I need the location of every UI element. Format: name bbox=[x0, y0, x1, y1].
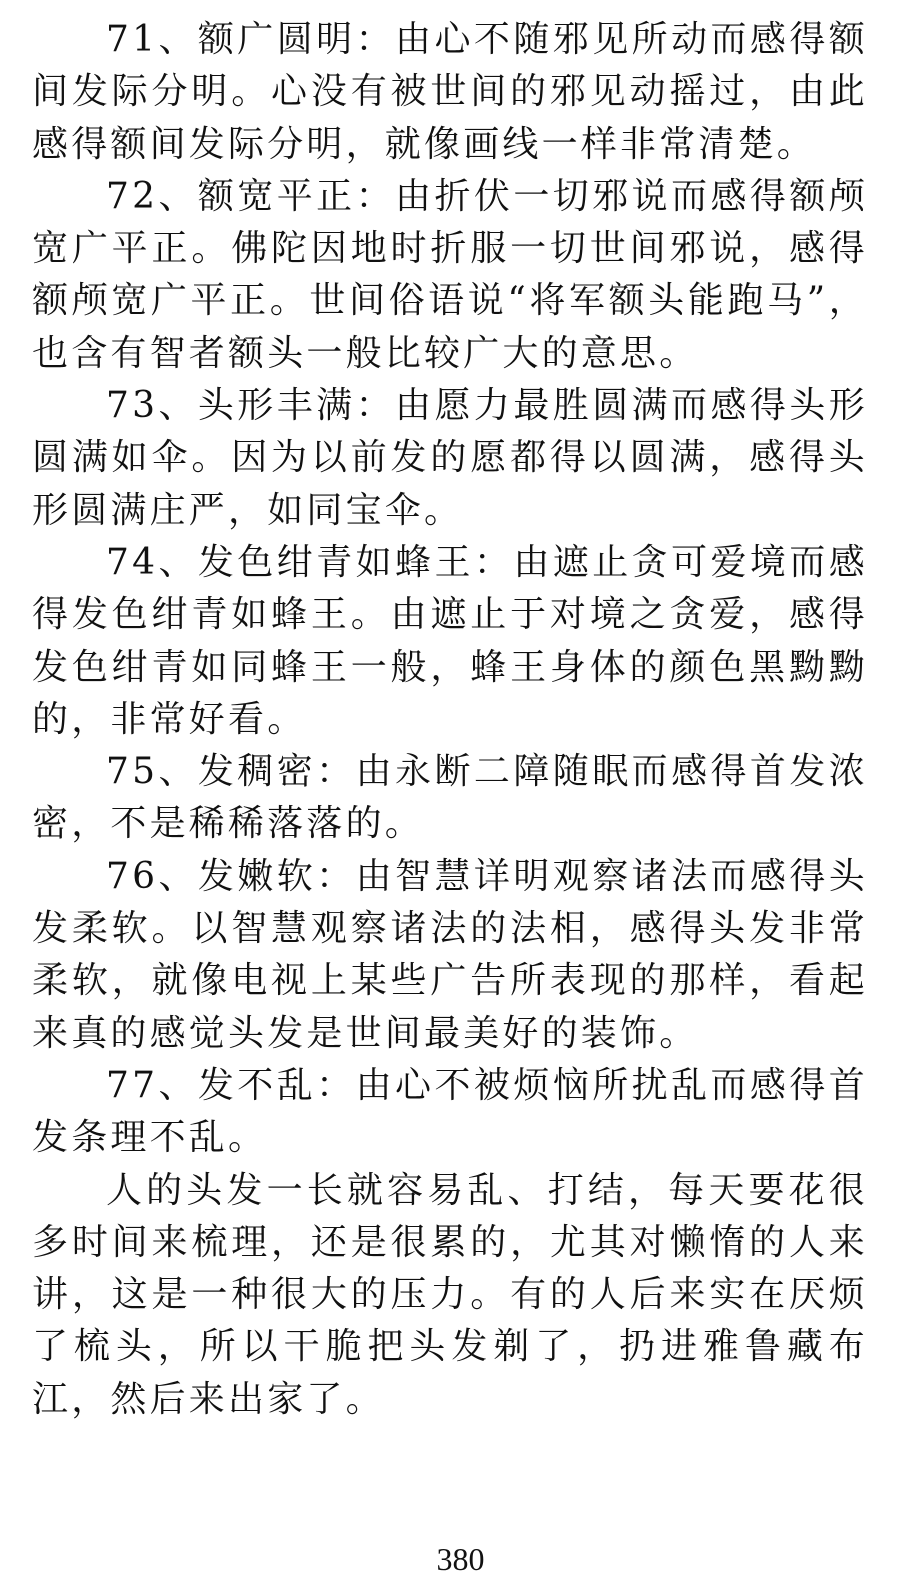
paragraph-72: 72、额宽平正：由折伏一切邪说而感得额颅宽广平正。佛陀因地时折服一切世间邪说，感得额颅宽广平正。世间俗语说“将军额头能跑马”，也含有智者额头一般比较广大的意思。 bbox=[32, 175, 868, 374]
page-body bbox=[32, 14, 868, 1426]
paragraph-77: 77、发不乱：由心不被烦恼所扰乱而感得首发条理不乱。 bbox=[32, 1064, 868, 1159]
paragraph-71: 71、额广圆明：由心不随邪见所动而感得额间发际分明。心没有被世间的邪见动摇过，由此感得额间发际分明，就像画线一样非常清楚。 bbox=[32, 19, 868, 165]
paragraph-76: 76、发嫩软：由智慧详明观察诸法而感得头发柔软。以智慧观察诸法的法相，感得头发非常柔软，就像电视上某些广告所表现的那样，看起来真的感觉头发是世间最美好的装饰。 bbox=[32, 855, 868, 1054]
paragraph-commentary: 人的头发一长就容易乱、打结，每天要花很多时间来梳理，还是很累的，尤其对懒惰的人来讲，这是一种很大的压力。有的人后来实在厌烦了梳头，所以干脆把头发剃了，扔进雅鲁藏布江，然后来出家了。 bbox=[32, 1169, 868, 1420]
page-number: 380 bbox=[436, 1541, 485, 1577]
paragraph-74: 74、发色绀青如蜂王：由遮止贪可爱境而感得发色绀青如蜂王。由遮止于对境之贪爱，感得发色绀青如同蜂王一般，蜂王身体的颜色黑黝黝的，非常好看。 bbox=[32, 541, 868, 740]
paragraph-75: 75、发稠密：由永断二障随眠而感得首发浓密，不是稀稀落落的。 bbox=[32, 751, 868, 845]
paragraph-73: 73、头形丰满：由愿力最胜圆满而感得头形圆满如伞。因为以前发的愿都得以圆满，感得头形圆满庄严，如同宝伞。 bbox=[32, 385, 868, 531]
